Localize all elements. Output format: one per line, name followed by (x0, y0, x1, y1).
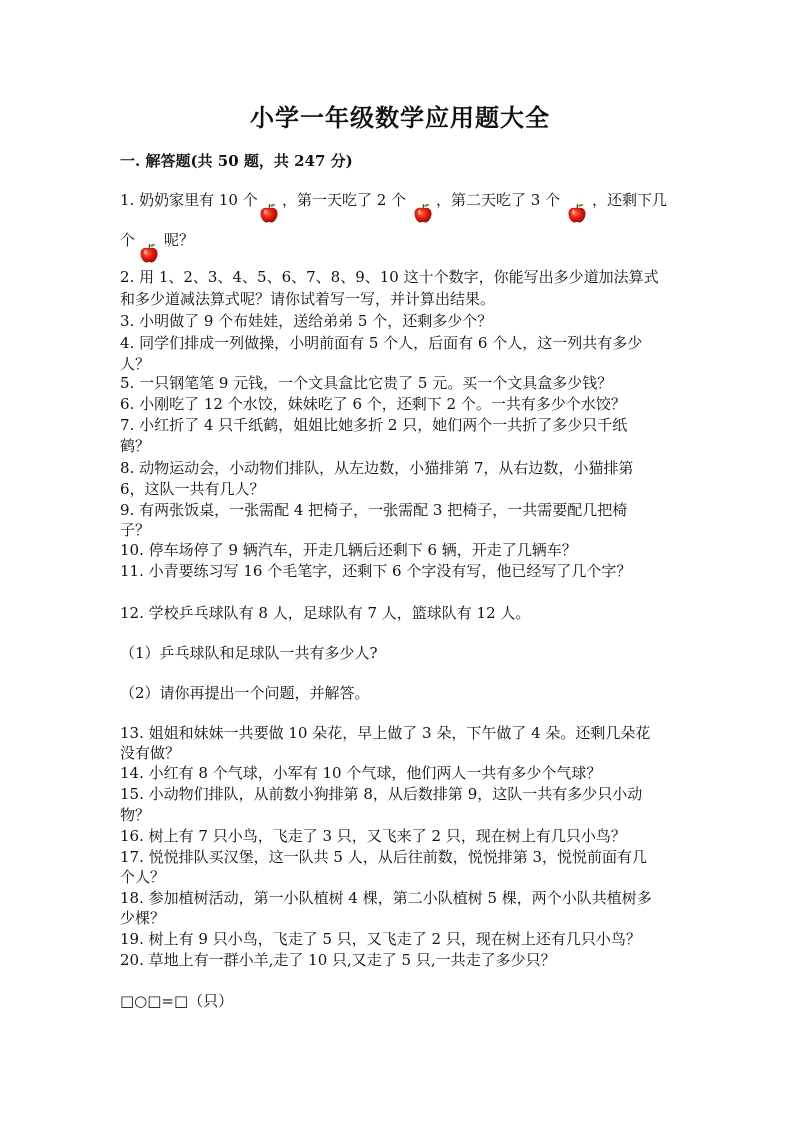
question-4-line1: 4. 同学们排成一列做操，小明前面有 5 个人，后面有 6 个人，这一列共有多少 (120, 334, 643, 352)
question-1-part3: ，第二天吃了 3 个 (436, 191, 561, 209)
answer-formula: □○□=□（只） (120, 992, 234, 1010)
question-14: 14. 小红有 8 个气球，小军有 10 个气球，他们两人一共有多少个气球？ (120, 764, 602, 782)
question-13-line2: 没有做？ (120, 744, 181, 762)
apple-icon (566, 202, 588, 224)
question-15-line1: 15. 小动物们排队，从前数小狗排第 8，从后数排第 9，这队一共有多少只小动 (120, 785, 643, 803)
question-19: 19. 树上有 9 只小鸟，飞走了 5 只，又飞走了 2 只，现在树上还有几只小鸟？ (120, 930, 641, 948)
question-1-part4: ，还剩下几 (592, 191, 668, 209)
question-10: 10. 停车场停了 9 辆汽车，开走几辆后还剩下 6 辆，开走了几辆车？ (120, 541, 577, 559)
page-title: 小学一年级数学应用题大全 (250, 103, 550, 132)
question-5: 5. 一只钢笔笔 9 元钱，一个文具盒比它贵了 5 元。买一个文具盒多少钱？ (120, 374, 613, 392)
question-8-line1: 8. 动物运动会，小动物们排队，从左边数，小猫排第 7，从右边数，小猫排第 (120, 459, 634, 477)
question-12: 12. 学校乒乓球队有 8 人，足球队有 7 人，篮球队有 12 人。 (120, 604, 531, 622)
question-8-line2: 6，这队一共有几人？ (120, 480, 265, 498)
question-2-line2: 和多少道减法算式呢？请你试着写一写，并计算出结果。 (120, 290, 496, 308)
question-7-line1: 7. 小红折了 4 只千纸鹤，姐姐比她多折 2 只，她们两个一共折了多少只千纸 (120, 416, 628, 434)
question-4-line2: 人？ (120, 355, 151, 373)
question-9-line2: 子？ (120, 521, 151, 539)
question-1-part2: ，第一天吃了 2 个 (282, 191, 407, 209)
question-13-line1: 13. 姐姐和妹妹一共要做 10 朵花，早上做了 3 朵，下午做了 4 朵。还剩几朵花 (120, 724, 651, 742)
question-17-line1: 17. 悦悦排队买汉堡，这一队共 5 人，从后往前数，悦悦排第 3，悦悦前面有几 (120, 848, 648, 866)
apple-icon (412, 202, 434, 224)
question-11: 11. 小青要练习写 16 个毛笔字，还剩下 6 个字没有写，他已经写了几个字？ (120, 562, 632, 580)
apple-icon (258, 202, 280, 224)
question-16: 16. 树上有 7 只小鸟，飞走了 3 只，又飞来了 2 只，现在树上有几只小鸟？ (120, 827, 626, 845)
question-3: 3. 小明做了 9 个布娃娃，送给弟弟 5 个，还剩多少个？ (120, 312, 493, 330)
question-15-line2: 物？ (120, 806, 151, 824)
question-2-line1: 2. 用 1、2、3、4、5、6、7、8、9、10 这十个数字，你能写出多少道加法算式 (120, 268, 659, 286)
question-18-line1: 18. 参加植树活动，第一小队植树 4 棵，第二小队植树 5 棵，两个小队共植树多 (120, 889, 652, 907)
question-12-sub1: （1）乒乓球队和足球队一共有多少人? (120, 644, 378, 662)
apple-icon (138, 242, 160, 264)
question-9-line1: 9. 有两张饭桌，一张需配 4 把椅子，一张需配 3 把椅子，一共需要配几把椅 (120, 501, 628, 519)
question-20: 20. 草地上有一群小羊,走了 10 只,又走了 5 只,一共走了多少只？ (120, 951, 556, 969)
question-1-part5: 个 (120, 231, 136, 249)
question-17-line2: 个人？ (120, 868, 166, 886)
section-header: 一. 解答题(共 50 题，共 247 分) (120, 152, 353, 170)
question-12-sub2: （2）请你再提出一个问题，并解答。 (120, 684, 370, 702)
question-1-part1: 1. 奶奶家里有 10 个 (120, 191, 258, 209)
question-18-line2: 少棵？ (120, 909, 166, 927)
question-6: 6. 小刚吃了 12 个水饺，妹妹吃了 6 个，还剩下 2 个。一共有多少个水饺？ (120, 395, 626, 413)
question-7-line2: 鹤？ (120, 437, 151, 455)
question-1-part6: 呢？ (164, 231, 195, 249)
